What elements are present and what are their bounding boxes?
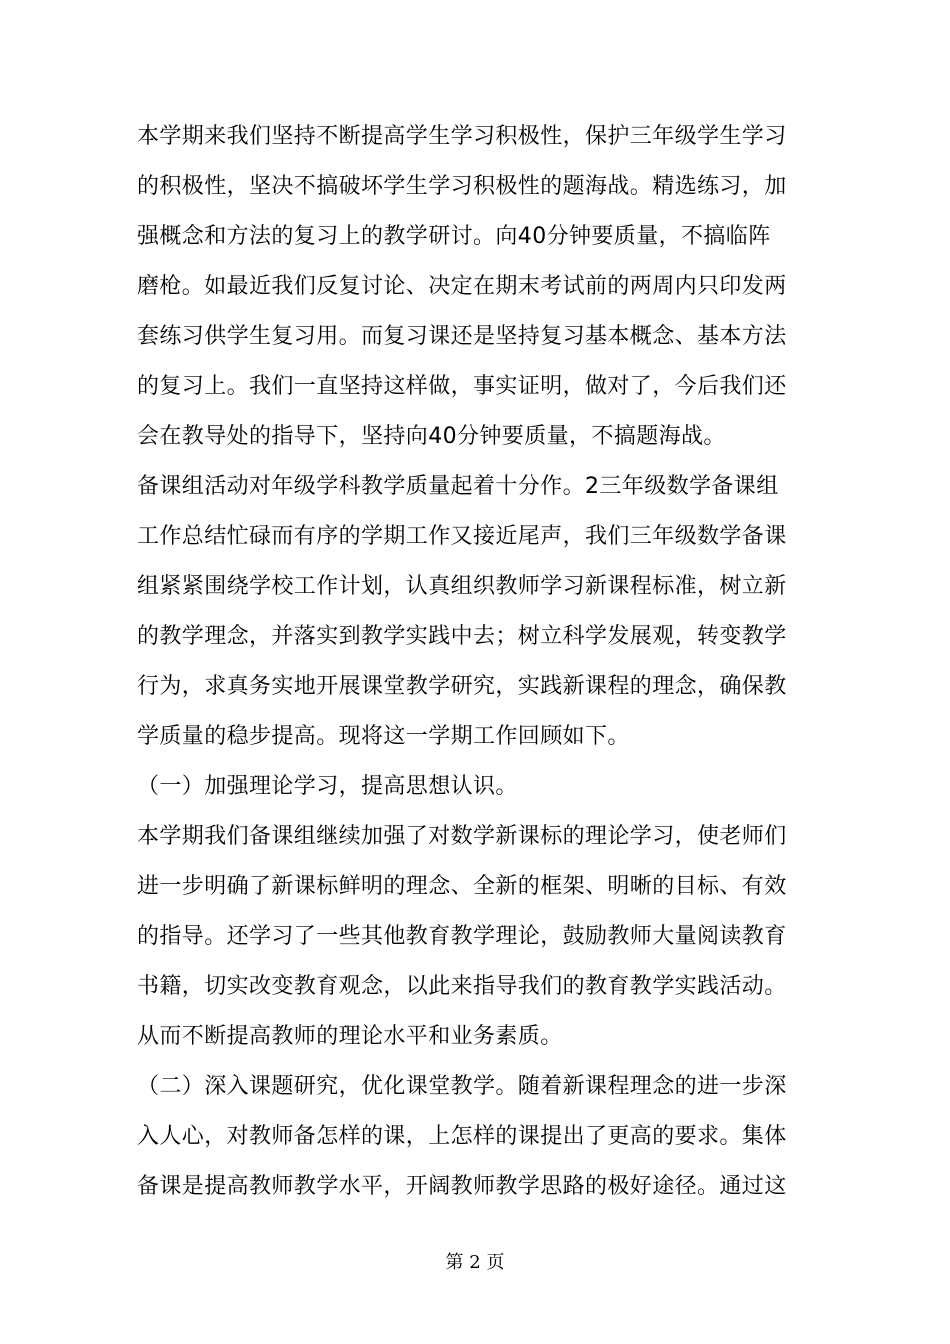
page-number: 第 2 页 — [445, 1252, 505, 1273]
text-line: 进一步明确了新课标鲜明的理念、全新的框架、明晰的目标、有效 — [137, 874, 787, 899]
text-line: 组紧紧围绕学校工作计划，认真组织教师学习新课程标准，树立新 — [137, 574, 787, 599]
text-line: 的积极性，坚决不搞破坏学生学习积极性的题海战。精选练习，加 — [137, 174, 787, 199]
text-line: 入人心，对教师备怎样的课，上怎样的课提出了更高的要求。集体 — [137, 1124, 787, 1149]
text-line: 的教学理念，并落实到教学实践中去；树立科学发展观，转变教学 — [137, 624, 787, 649]
text-line: 从而不断提高教师的理论水平和业务素质。 — [137, 1024, 563, 1049]
text-line: 行为，求真务实地开展课堂教学研究，实践新课程的理念，确保教 — [137, 674, 787, 699]
text-line: 备课组活动对年级学科教学质量起着十分作。2三年级数学备课组 — [137, 474, 779, 499]
text-line: 的指导。还学习了一些其他教育教学理论，鼓励教师大量阅读教育 — [137, 924, 787, 949]
text-line: 强概念和方法的复习上的教学研讨。向40分钟要质量，不搞临阵 — [137, 224, 771, 249]
section-heading: （一）加强理论学习，提高思想认识。 — [137, 774, 518, 799]
text-line: 工作总结忙碌而有序的学期工作又接近尾声，我们三年级数学备课 — [137, 524, 787, 549]
text-line: 书籍，切实改变教育观念，以此来指导我们的教育教学实践活动。 — [137, 974, 787, 999]
text-line: 的复习上。我们一直坚持这样做，事实证明，做对了，今后我们还 — [137, 374, 787, 399]
text-line: 本学期来我们坚持不断提高学生学习积极性，保护三年级学生学习 — [137, 124, 787, 149]
document-body — [137, 112, 827, 1212]
text-line: 备课是提高教师教学水平，开阔教师教学思路的极好途径。通过这 — [137, 1174, 787, 1199]
text-line: 磨枪。如最近我们反复讨论、决定在期末考试前的两周内只印发两 — [137, 274, 787, 299]
text-line: （二）深入课题研究，优化课堂教学。随着新课程理念的进一步深 — [137, 1074, 787, 1099]
text-line: 学质量的稳步提高。现将这一学期工作回顾如下。 — [137, 724, 630, 749]
text-line: 本学期我们备课组继续加强了对数学新课标的理论学习，使老师们 — [137, 824, 787, 849]
text-line: 会在教导处的指导下，坚持向40分钟要质量，不搞题海战。 — [137, 424, 726, 449]
text-line: 套练习供学生复习用。而复习课还是坚持复习基本概念、基本方法 — [137, 324, 787, 349]
